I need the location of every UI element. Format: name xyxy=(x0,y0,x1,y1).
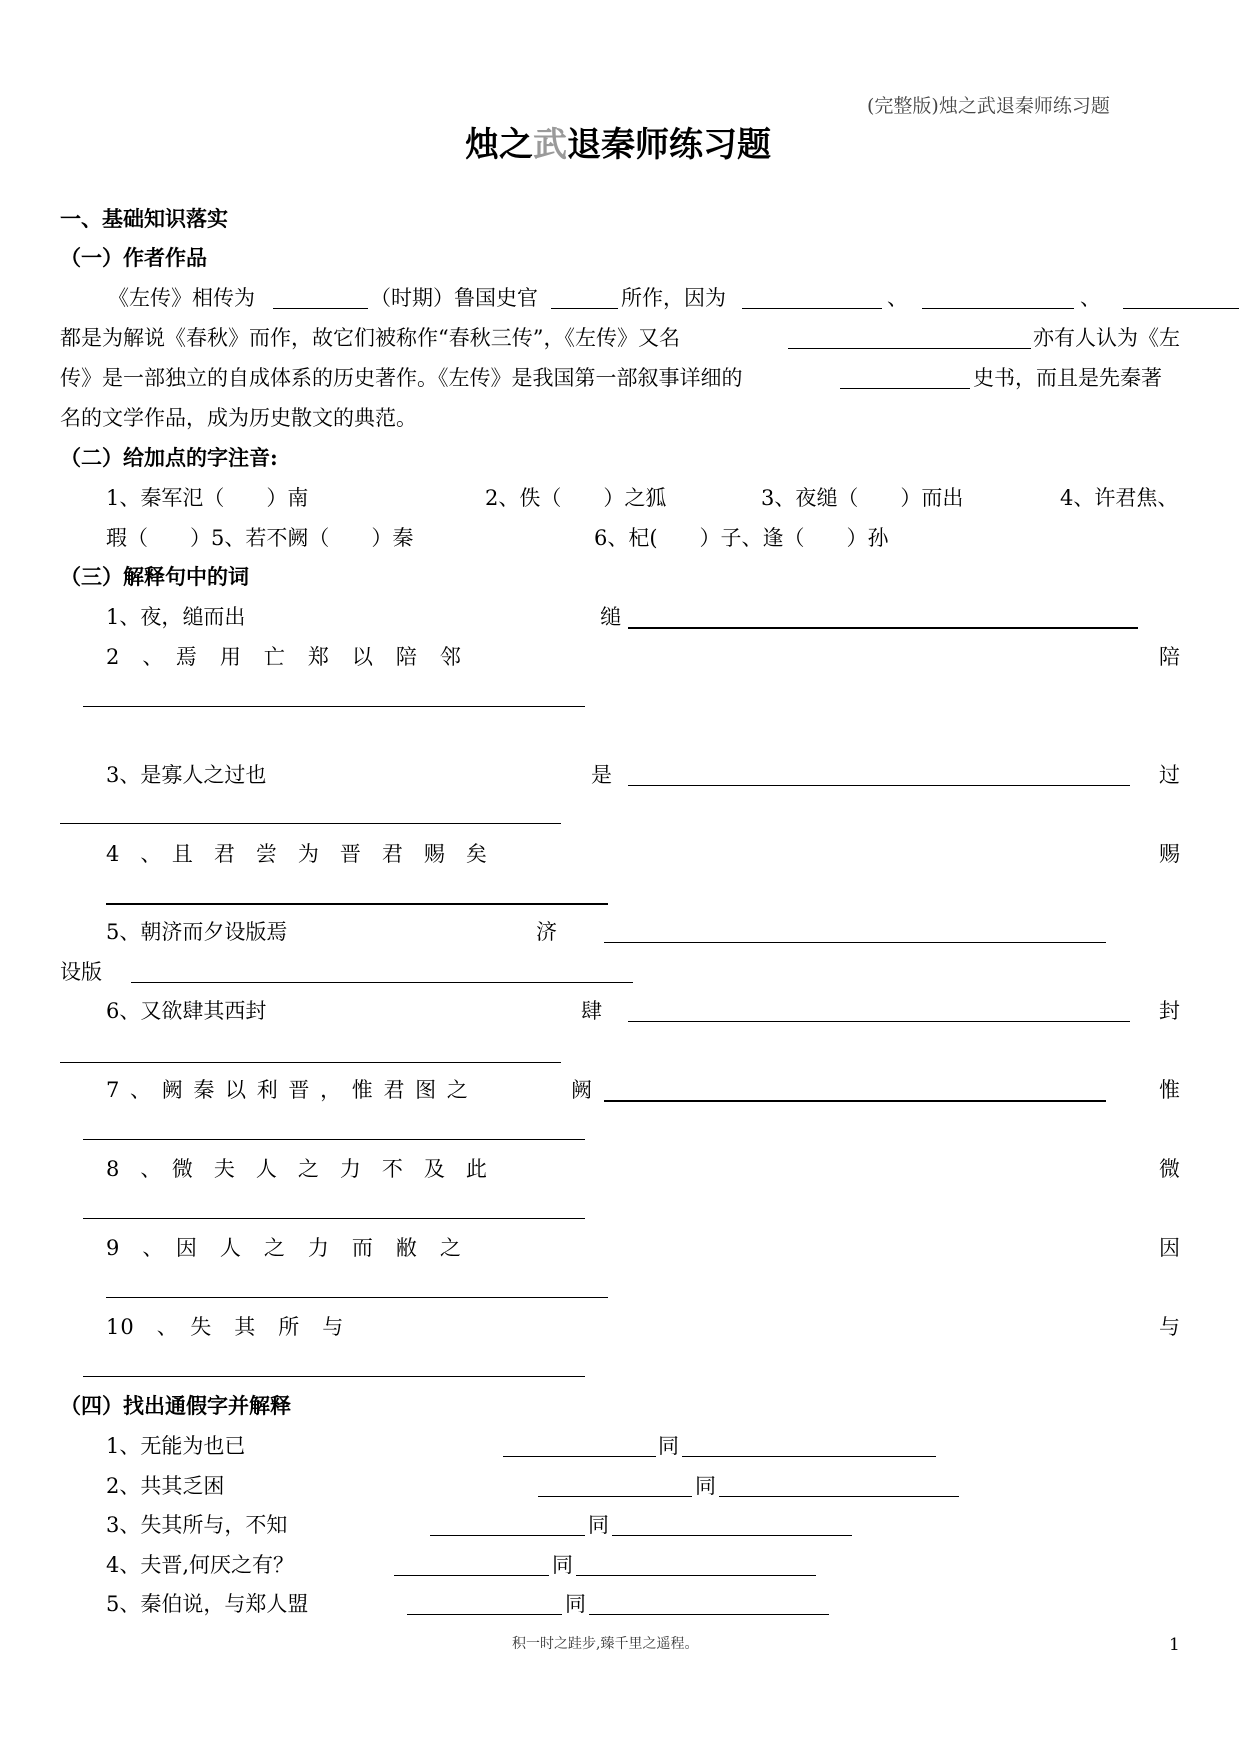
part3-heading: （三）解释句中的词 xyxy=(60,564,249,589)
answer-line xyxy=(604,1100,1106,1102)
page-number: 1 xyxy=(1169,1635,1180,1655)
part4-heading: （四）找出通假字并解释 xyxy=(60,1393,291,1418)
answer-line xyxy=(131,982,633,983)
blank xyxy=(273,308,368,309)
answer-line xyxy=(60,823,561,824)
word-question: 4 、 且 君 尝 为 晋 君 赐 矣 xyxy=(106,842,487,866)
word-question: 10 、 失 其 所 与 xyxy=(106,1315,345,1339)
word-label: 设版 xyxy=(60,960,102,984)
word-label: 因 xyxy=(1159,1236,1180,1260)
answer-line xyxy=(83,706,585,707)
answer-line xyxy=(60,1062,561,1063)
answer-line xyxy=(83,1139,585,1140)
blank xyxy=(840,388,970,389)
answer-line xyxy=(719,1496,959,1497)
part1-heading: （一）作者作品 xyxy=(60,245,207,270)
tongjia-question: 1、无能为也已 xyxy=(106,1434,246,1458)
tongjia-same: 同 xyxy=(695,1474,716,1498)
tongjia-question: 5、秦伯说，与郑人盟 xyxy=(106,1592,309,1616)
title-part2: 武 xyxy=(533,125,567,165)
answer-line xyxy=(430,1535,585,1536)
answer-line xyxy=(682,1456,936,1457)
pinyin-q1: 1、秦军氾（ ）南 xyxy=(106,486,309,510)
pinyin-q4b: 瑕（ ）5、若不阙（ ）秦 xyxy=(106,526,414,550)
answer-line xyxy=(628,627,1138,629)
answer-line xyxy=(407,1614,562,1615)
tongjia-question: 2、共其乏困 xyxy=(106,1474,225,1498)
answer-line xyxy=(538,1496,692,1497)
answer-line xyxy=(106,903,608,905)
tongjia-question: 3、失其所与，不知 xyxy=(106,1513,288,1537)
tongjia-same: 同 xyxy=(588,1513,609,1537)
pinyin-q3: 3、夜缒（ ）而出 xyxy=(761,486,964,510)
word-label: 是 xyxy=(591,763,612,787)
pinyin-q6: 6、杞( ）子、逢（ ）孙 xyxy=(594,526,889,550)
answer-line xyxy=(83,1376,585,1377)
word-label: 封 xyxy=(1159,999,1180,1023)
title-part3: 退秦师练习题 xyxy=(567,125,771,165)
separator: 、 xyxy=(1080,286,1101,310)
part1-line3b: 史书，而且是先秦著 xyxy=(973,366,1162,390)
tongjia-same: 同 xyxy=(565,1592,586,1616)
answer-line xyxy=(612,1535,852,1536)
part1-line1c: 所作，因为 xyxy=(621,286,726,310)
tongjia-same: 同 xyxy=(658,1434,679,1458)
separator: 、 xyxy=(887,286,908,310)
word-label: 阙 xyxy=(571,1078,592,1102)
word-label: 微 xyxy=(1159,1157,1180,1181)
answer-line xyxy=(604,942,1106,943)
blank xyxy=(1123,308,1239,309)
word-question: 7 、 阙 秦 以 利 晋 ， 惟 君 图 之 xyxy=(106,1078,470,1102)
blank xyxy=(788,348,1031,349)
word-label: 肆 xyxy=(581,999,602,1023)
word-question: 8 、 微 夫 人 之 力 不 及 此 xyxy=(106,1157,487,1181)
answer-line xyxy=(503,1456,656,1457)
word-label: 陪 xyxy=(1159,645,1180,669)
word-label: 过 xyxy=(1159,763,1180,787)
answer-line xyxy=(106,1297,608,1298)
part1-line1b: （时期）鲁国史官 xyxy=(370,286,538,310)
part1-line2a: 都是为解说《春秋》而作，故它们被称作“春秋三传”，《左传》又名 xyxy=(60,326,680,350)
title-part1: 烛之 xyxy=(465,125,533,165)
answer-line xyxy=(576,1575,816,1576)
answer-line xyxy=(628,1021,1130,1022)
answer-line xyxy=(83,1218,585,1219)
part1-line3a: 传》是一部独立的自成体系的历史著作。《左传》是我国第一部叙事详细的 xyxy=(60,366,743,390)
pinyin-q2: 2、佚（ ）之狐 xyxy=(485,486,667,510)
word-label: 赐 xyxy=(1159,842,1180,866)
word-label: 与 xyxy=(1159,1315,1180,1339)
part1-line2b: 亦有人认为《左 xyxy=(1033,326,1180,350)
part1-line4: 名的文学作品，成为历史散文的典范。 xyxy=(60,406,417,430)
tongjia-same: 同 xyxy=(552,1553,573,1577)
word-question: 1、夜，缒而出 xyxy=(106,605,246,629)
answer-line xyxy=(628,785,1130,786)
word-label: 济 xyxy=(536,920,557,944)
blank xyxy=(742,308,882,309)
blank xyxy=(551,308,618,309)
pinyin-q4: 4、许君焦、 xyxy=(1060,486,1179,510)
answer-line xyxy=(394,1575,549,1576)
section-heading: 一、基础知识落实 xyxy=(60,206,228,231)
tongjia-question: 4、夫晋,何厌之有？ xyxy=(106,1553,295,1577)
answer-line xyxy=(589,1614,829,1615)
word-question: 5、朝济而夕设版焉 xyxy=(106,920,288,944)
word-label: 惟 xyxy=(1159,1078,1180,1102)
word-question: 6、又欲肆其西封 xyxy=(106,999,267,1023)
blank xyxy=(922,308,1074,309)
part1-line1a: 《左传》相传为 xyxy=(108,286,255,310)
word-question: 9 、 因 人 之 力 而 敝 之 xyxy=(106,1236,462,1260)
part2-heading: （二）给加点的字注音: xyxy=(60,445,278,470)
running-header: (完整版)烛之武退秦师练习题 xyxy=(867,95,1110,117)
page-title xyxy=(465,117,771,166)
word-label: 缒 xyxy=(600,605,621,629)
footer-motto: 积一时之跬步,臻千里之遥程。 xyxy=(512,1636,699,1652)
word-question: 3、是寡人之过也 xyxy=(106,763,267,787)
word-question: 2 、 焉 用 亡 郑 以 陪 邻 xyxy=(106,645,462,669)
